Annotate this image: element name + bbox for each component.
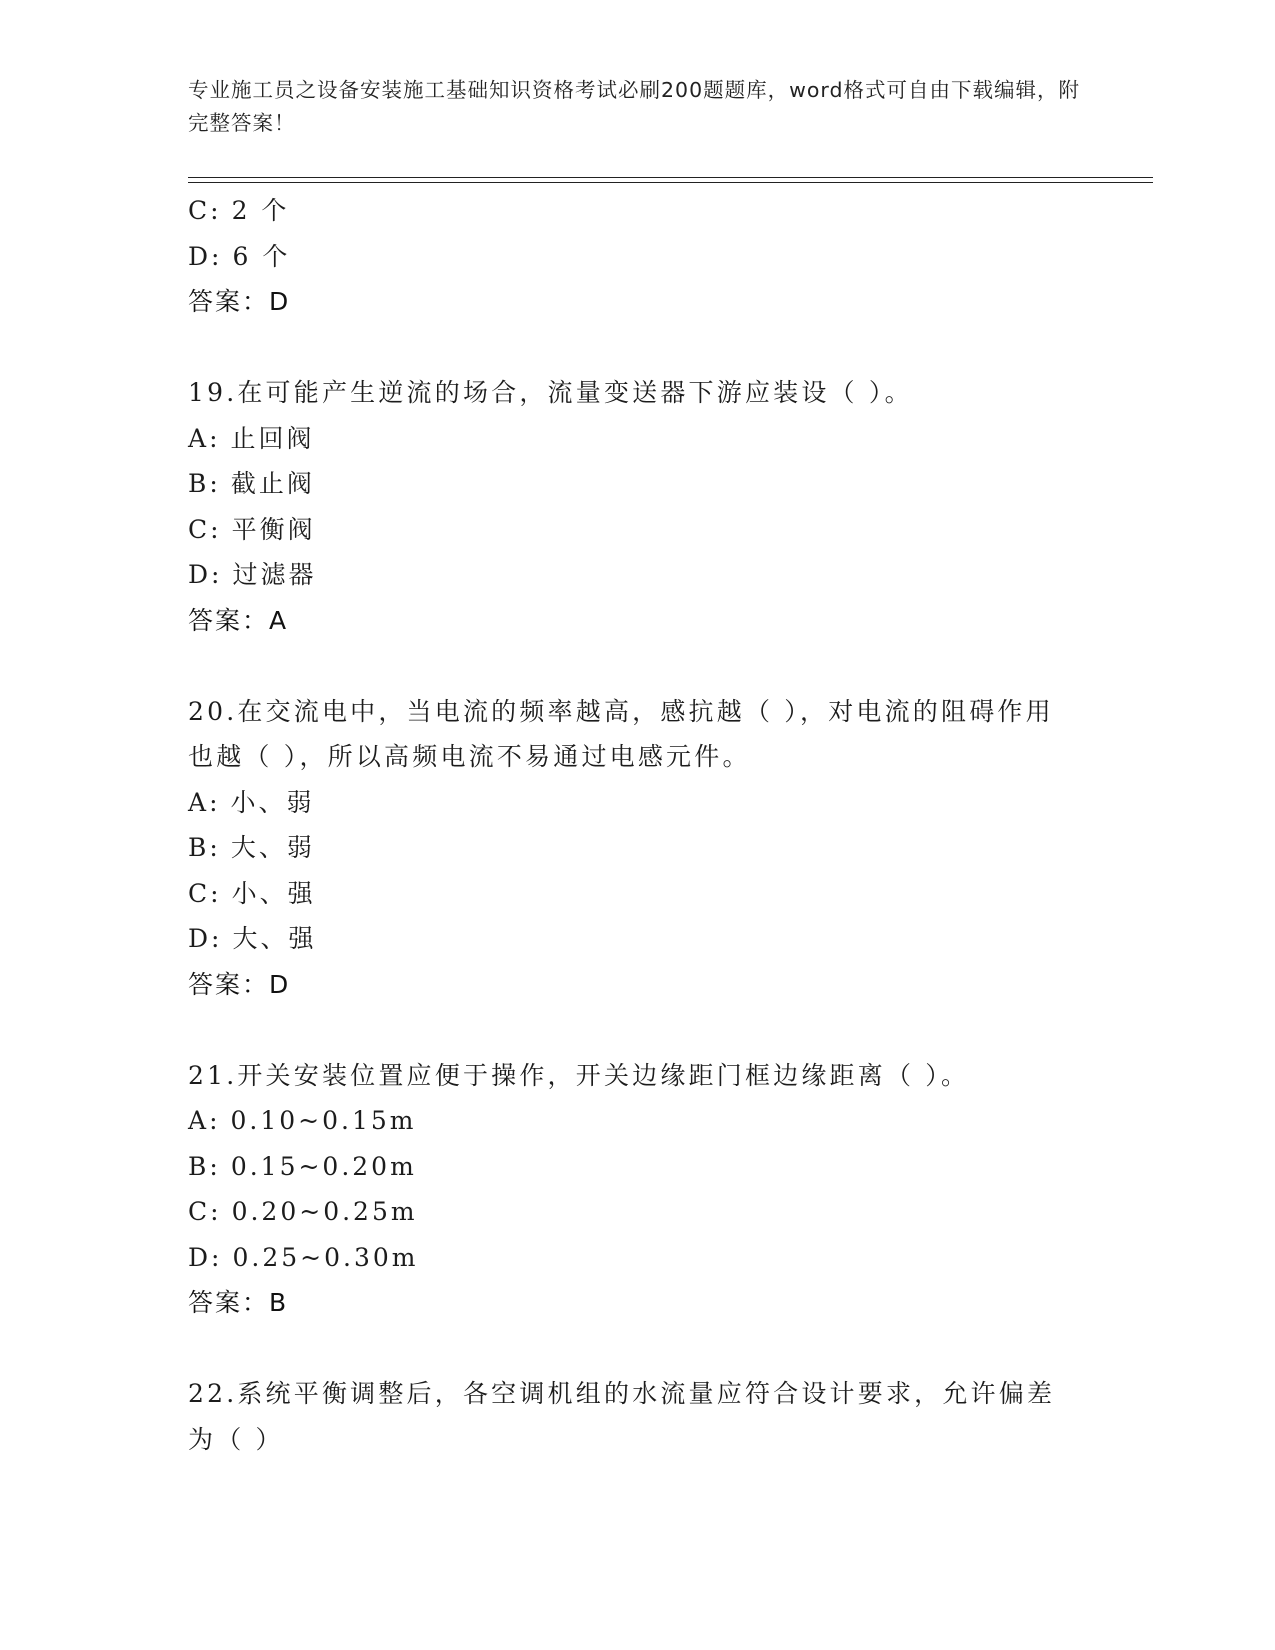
option-c: C: 0.20~0.25m [188,1197,418,1226]
answer-label: 答案：D [188,969,291,999]
document-header [188,74,1088,140]
question-text: 22.系统平衡调整后，各空调机组的水流量应符合设计要求，允许偏差为（ ） [188,1379,1056,1454]
option-d: D: 6 个 [188,241,291,271]
option-d: D: 过滤器 [188,560,317,589]
header-divider-top [188,177,1153,178]
option-c: C: 小、强 [188,878,316,908]
continued-question [188,188,1088,325]
option-a: A: 止回阀 [188,423,315,453]
question-22 [188,1371,1088,1462]
document-title: 专业施工员之设备安装施工基础知识资格考试必刷200题题库，word格式可自由下载编辑，附完整答案！ [188,78,1081,135]
question-19 [188,370,1088,643]
option-b: B: 0.15~0.20m [188,1151,417,1181]
option-b: B: 截止阀 [188,469,315,498]
option-d: D: 0.25~0.30m [188,1242,419,1272]
option-c: C: 2 个 [188,196,290,225]
option-c: C: 平衡阀 [188,514,316,544]
question-20 [188,689,1088,1008]
question-text: 20.在交流电中，当电流的频率越高，感抗越（ ），对电流的阻碍作用也越（ ），所以高频电流不易通过电感元件。 [188,696,1054,771]
question-text: 21.开关安装位置应便于操作，开关边缘距门框边缘距离（ ）。 [188,1060,970,1090]
answer-label: 答案：A [188,605,289,635]
answer-label: 答案：D [188,287,291,316]
option-a: A: 小、弱 [188,787,315,817]
option-a: A: 0.10~0.15m [188,1106,417,1135]
answer-label: 答案：B [188,1288,289,1317]
option-d: D: 大、强 [188,924,317,953]
question-21 [188,1053,1088,1326]
header-divider-bottom [188,182,1153,183]
question-text: 19.在可能产生逆流的场合，流量变送器下游应装设（ ）。 [188,378,913,407]
option-b: B: 大、弱 [188,833,315,862]
question-list [188,188,1088,1462]
